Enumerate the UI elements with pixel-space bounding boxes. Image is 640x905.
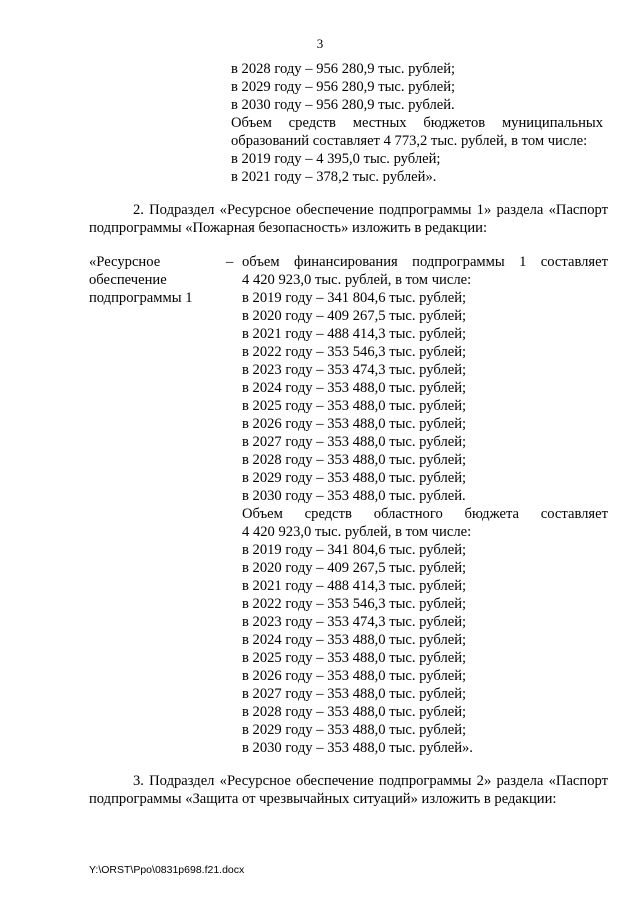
table-line: в 2024 году – 353 488,0 тыс. рублей; [242, 632, 467, 648]
table-line: в 2026 году – 353 488,0 тыс. рублей; [242, 416, 467, 432]
table-line: в 2019 году – 341 804,6 тыс. рублей; [242, 290, 467, 306]
table-line: в 2030 году – 353 488,0 тыс. рублей». [242, 740, 473, 756]
table-line: в 2025 году – 353 488,0 тыс. рублей; [242, 398, 467, 414]
top-line: Объем средств местных бюджетов муниципальных [231, 115, 603, 131]
table-line: в 2030 году – 353 488,0 тыс. рублей. [242, 488, 466, 504]
table-line: в 2027 году – 353 488,0 тыс. рублей; [242, 686, 467, 702]
top-line: в 2030 году – 956 280,9 тыс. рублей. [231, 97, 455, 113]
table-line: в 2023 году – 353 474,3 тыс. рублей; [242, 614, 467, 630]
top-line: в 2029 году – 956 280,9 тыс. рублей; [231, 79, 456, 95]
table-label: «Ресурсное [89, 254, 161, 270]
table-line: 4 420 923,0 тыс. рублей, в том числе: [242, 524, 472, 540]
table-line: в 2022 году – 353 546,3 тыс. рублей; [242, 596, 467, 612]
table-line: в 2029 году – 353 488,0 тыс. рублей; [242, 470, 467, 486]
footer-file-path: Y:\ORST\Ppo\0831p698.f21.docx [89, 864, 245, 876]
table-line: объем финансирования подпрограммы 1 составляет [242, 254, 608, 270]
top-line: в 2028 году – 956 280,9 тыс. рублей; [231, 61, 456, 77]
table-line: Объем средств областного бюджета составляет [242, 506, 608, 522]
table-label: обеспечение [89, 272, 167, 288]
table-line: в 2024 году – 353 488,0 тыс. рублей; [242, 380, 467, 396]
paragraph-line: подпрограммы «Пожарная безопасность» изложить в редакции: [89, 220, 487, 236]
paragraph-line: 3. Подраздел «Ресурсное обеспечение подпрограммы 2» раздела «Паспорт [133, 773, 608, 789]
table-line: в 2026 году – 353 488,0 тыс. рублей; [242, 668, 467, 684]
table-line: в 2028 году – 353 488,0 тыс. рублей; [242, 704, 467, 720]
top-line: образований составляет 4 773,2 тыс. рублей, в том числе: [231, 133, 588, 149]
table-line: в 2023 году – 353 474,3 тыс. рублей; [242, 362, 467, 378]
page-number: 3 [316, 36, 324, 51]
table-line: 4 420 923,0 тыс. рублей, в том числе: [242, 272, 472, 288]
table-line: в 2027 году – 353 488,0 тыс. рублей; [242, 434, 467, 450]
table-line: в 2025 году – 353 488,0 тыс. рублей; [242, 650, 467, 666]
top-line: в 2021 году – 378,2 тыс. рублей». [231, 169, 437, 185]
table-dash: – [226, 254, 234, 270]
paragraph-line: 2. Подраздел «Ресурсное обеспечение подпрограммы 1» раздела «Паспорт [133, 202, 608, 218]
table-line: в 2020 году – 409 267,5 тыс. рублей; [242, 308, 467, 324]
table-line: в 2029 году – 353 488,0 тыс. рублей; [242, 722, 467, 738]
table-line: в 2021 году – 488 414,3 тыс. рублей; [242, 326, 467, 342]
paragraph-line: подпрограммы «Защита от чрезвычайных ситуаций» изложить в редакции: [89, 791, 557, 807]
table-label: подпрограммы 1 [89, 290, 193, 306]
table-line: в 2019 году – 341 804,6 тыс. рублей; [242, 542, 467, 558]
table-line: в 2020 году – 409 267,5 тыс. рублей; [242, 560, 467, 576]
table-line: в 2021 году – 488 414,3 тыс. рублей; [242, 578, 467, 594]
top-line: в 2019 году – 4 395,0 тыс. рублей; [231, 151, 441, 167]
table-line: в 2022 году – 353 546,3 тыс. рублей; [242, 344, 467, 360]
table-line: в 2028 году – 353 488,0 тыс. рублей; [242, 452, 467, 468]
